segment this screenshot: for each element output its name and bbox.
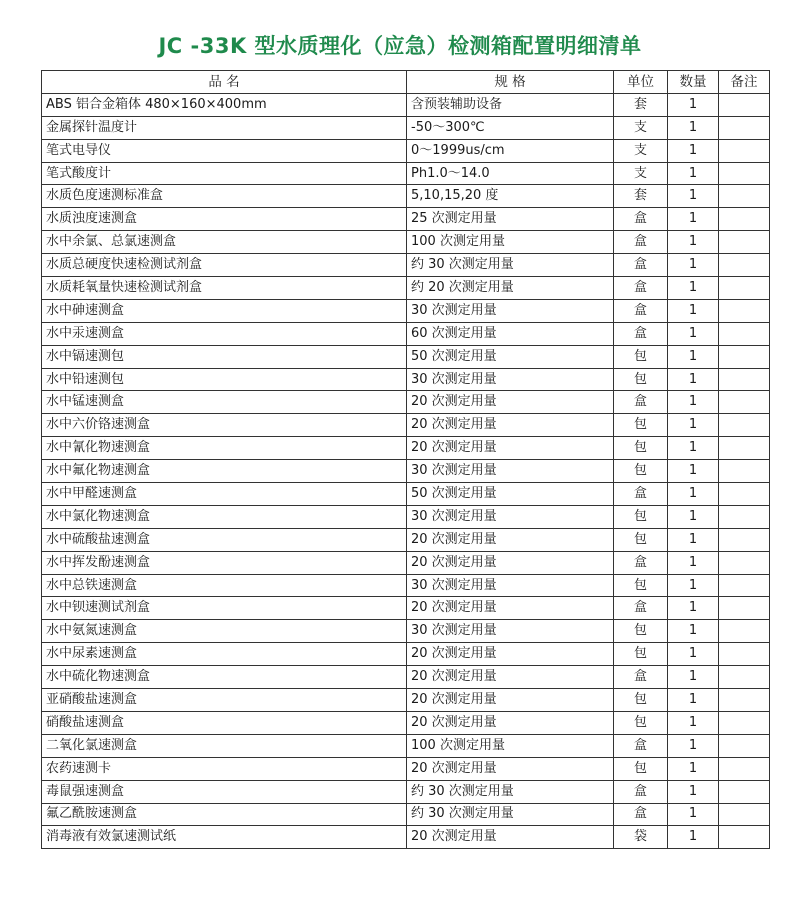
item-spec: 20 次测定用量 <box>407 689 614 712</box>
table-row <box>42 460 770 483</box>
item-name: 水中汞速测盒 <box>42 322 407 345</box>
table-row <box>42 483 770 506</box>
item-note <box>719 162 770 185</box>
item-spec: 30 次测定用量 <box>407 574 614 597</box>
item-note <box>719 116 770 139</box>
item-unit: 包 <box>614 505 668 528</box>
item-qty: 1 <box>668 528 719 551</box>
item-name: 笔式酸度计 <box>42 162 407 185</box>
item-unit: 包 <box>614 345 668 368</box>
table-row <box>42 437 770 460</box>
item-name: 水中六价铬速测盒 <box>42 414 407 437</box>
table-row <box>42 826 770 849</box>
item-spec: 30 次测定用量 <box>407 620 614 643</box>
item-unit: 包 <box>614 368 668 391</box>
item-qty: 1 <box>668 299 719 322</box>
item-note <box>719 505 770 528</box>
item-qty: 1 <box>668 345 719 368</box>
item-name: 水中氨氮速测盒 <box>42 620 407 643</box>
table-row <box>42 757 770 780</box>
item-unit: 包 <box>614 574 668 597</box>
item-spec: 20 次测定用量 <box>407 414 614 437</box>
item-spec: 20 次测定用量 <box>407 551 614 574</box>
item-note <box>719 711 770 734</box>
item-name: 二氧化氯速测盒 <box>42 734 407 757</box>
item-spec: -50～300℃ <box>407 116 614 139</box>
item-qty: 1 <box>668 460 719 483</box>
item-name: 水质色度速测标准盒 <box>42 185 407 208</box>
item-note <box>719 689 770 712</box>
item-qty: 1 <box>668 826 719 849</box>
item-name: 消毒液有效氯速测试纸 <box>42 826 407 849</box>
item-spec: 5,10,15,20 度 <box>407 185 614 208</box>
item-qty: 1 <box>668 803 719 826</box>
item-name: 水中甲醛速测盒 <box>42 483 407 506</box>
item-qty: 1 <box>668 734 719 757</box>
item-unit: 支 <box>614 139 668 162</box>
item-unit: 盒 <box>614 666 668 689</box>
item-qty: 1 <box>668 254 719 277</box>
item-note <box>719 620 770 643</box>
item-qty: 1 <box>668 780 719 803</box>
item-unit: 支 <box>614 116 668 139</box>
item-name: 水中锰速测盒 <box>42 391 407 414</box>
item-spec: Ph1.0～14.0 <box>407 162 614 185</box>
item-name: 笔式电导仪 <box>42 139 407 162</box>
item-spec: 50 次测定用量 <box>407 345 614 368</box>
item-qty: 1 <box>668 689 719 712</box>
item-note <box>719 414 770 437</box>
item-note <box>719 277 770 300</box>
item-unit: 盒 <box>614 231 668 254</box>
item-unit: 盒 <box>614 254 668 277</box>
item-unit: 包 <box>614 643 668 666</box>
item-spec: 约 30 次测定用量 <box>407 803 614 826</box>
item-qty: 1 <box>668 391 719 414</box>
item-qty: 1 <box>668 620 719 643</box>
item-qty: 1 <box>668 368 719 391</box>
item-qty: 1 <box>668 322 719 345</box>
item-qty: 1 <box>668 277 719 300</box>
item-note <box>719 299 770 322</box>
table-row <box>42 345 770 368</box>
item-spec: 20 次测定用量 <box>407 528 614 551</box>
item-unit: 包 <box>614 460 668 483</box>
item-name: 亚硝酸盐速测盒 <box>42 689 407 712</box>
item-note <box>719 528 770 551</box>
item-unit: 盒 <box>614 734 668 757</box>
item-name: 水中硫酸盐速测盒 <box>42 528 407 551</box>
item-name: 水中余氯、总氯速测盒 <box>42 231 407 254</box>
item-unit: 盒 <box>614 597 668 620</box>
item-spec: 含预装辅助设备 <box>407 93 614 116</box>
item-qty: 1 <box>668 711 719 734</box>
item-qty: 1 <box>668 437 719 460</box>
item-qty: 1 <box>668 231 719 254</box>
item-note <box>719 643 770 666</box>
item-note <box>719 93 770 116</box>
table-row <box>42 643 770 666</box>
item-qty: 1 <box>668 414 719 437</box>
item-unit: 包 <box>614 620 668 643</box>
table-row <box>42 666 770 689</box>
item-name: 水中硫化物速测盒 <box>42 666 407 689</box>
item-name: 硝酸盐速测盒 <box>42 711 407 734</box>
item-note <box>719 345 770 368</box>
item-name: 氟乙酰胺速测盒 <box>42 803 407 826</box>
item-qty: 1 <box>668 93 719 116</box>
item-note <box>719 391 770 414</box>
item-spec: 30 次测定用量 <box>407 299 614 322</box>
item-spec: 20 次测定用量 <box>407 643 614 666</box>
table-row <box>42 208 770 231</box>
table-row <box>42 139 770 162</box>
item-name: 农药速测卡 <box>42 757 407 780</box>
item-spec: 50 次测定用量 <box>407 483 614 506</box>
table-row <box>42 414 770 437</box>
item-note <box>719 185 770 208</box>
item-name: 毒鼠强速测盒 <box>42 780 407 803</box>
table-row <box>42 185 770 208</box>
header-unit: 单位 <box>614 71 668 94</box>
item-qty: 1 <box>668 666 719 689</box>
item-note <box>719 734 770 757</box>
item-note <box>719 368 770 391</box>
table-row <box>42 734 770 757</box>
table-row <box>42 689 770 712</box>
item-unit: 盒 <box>614 277 668 300</box>
item-spec: 100 次测定用量 <box>407 734 614 757</box>
table-row <box>42 574 770 597</box>
item-unit: 包 <box>614 414 668 437</box>
item-unit: 盒 <box>614 391 668 414</box>
table-row <box>42 277 770 300</box>
item-unit: 袋 <box>614 826 668 849</box>
item-name: 金属探针温度计 <box>42 116 407 139</box>
item-spec: 100 次测定用量 <box>407 231 614 254</box>
table-row <box>42 780 770 803</box>
item-note <box>719 803 770 826</box>
item-unit: 盒 <box>614 322 668 345</box>
table-row <box>42 299 770 322</box>
header-name: 品 名 <box>42 71 407 94</box>
item-name: 水中氰化物速测盒 <box>42 437 407 460</box>
table-row <box>42 597 770 620</box>
item-note <box>719 231 770 254</box>
item-name: 水质浊度速测盒 <box>42 208 407 231</box>
item-name: 水质耗氧量快速检测试剂盒 <box>42 277 407 300</box>
table-row <box>42 322 770 345</box>
item-unit: 盒 <box>614 299 668 322</box>
table-body <box>42 93 770 848</box>
item-note <box>719 322 770 345</box>
item-qty: 1 <box>668 597 719 620</box>
item-note <box>719 574 770 597</box>
table-row <box>42 368 770 391</box>
item-spec: 30 次测定用量 <box>407 368 614 391</box>
item-name: 水中钡速测试剂盒 <box>42 597 407 620</box>
header-spec: 规 格 <box>407 71 614 94</box>
item-qty: 1 <box>668 757 719 780</box>
item-name: 水中氯化物速测盒 <box>42 505 407 528</box>
item-qty: 1 <box>668 162 719 185</box>
item-unit: 包 <box>614 711 668 734</box>
item-note <box>719 208 770 231</box>
table-header <box>42 71 770 94</box>
item-qty: 1 <box>668 208 719 231</box>
table-row <box>42 162 770 185</box>
item-note <box>719 826 770 849</box>
item-spec: 20 次测定用量 <box>407 597 614 620</box>
item-qty: 1 <box>668 643 719 666</box>
item-note <box>719 597 770 620</box>
item-name: 水中砷速测盒 <box>42 299 407 322</box>
item-unit: 包 <box>614 757 668 780</box>
item-name: 水中总铁速测盒 <box>42 574 407 597</box>
item-spec: 20 次测定用量 <box>407 757 614 780</box>
item-unit: 包 <box>614 689 668 712</box>
item-name: 水中尿素速测盒 <box>42 643 407 666</box>
item-spec: 20 次测定用量 <box>407 391 614 414</box>
item-unit: 套 <box>614 185 668 208</box>
item-name: 水中氟化物速测盒 <box>42 460 407 483</box>
table-row <box>42 803 770 826</box>
item-spec: 20 次测定用量 <box>407 437 614 460</box>
item-spec: 30 次测定用量 <box>407 460 614 483</box>
table-row <box>42 551 770 574</box>
item-unit: 套 <box>614 93 668 116</box>
item-note <box>719 666 770 689</box>
table-row <box>42 93 770 116</box>
item-note <box>719 757 770 780</box>
item-name: 水中镉速测包 <box>42 345 407 368</box>
item-qty: 1 <box>668 185 719 208</box>
page-title: JC -33K 型水质理化（应急）检测箱配置明细清单 <box>158 34 642 58</box>
item-note <box>719 483 770 506</box>
item-spec: 20 次测定用量 <box>407 666 614 689</box>
item-spec: 约 30 次测定用量 <box>407 254 614 277</box>
item-qty: 1 <box>668 551 719 574</box>
item-note <box>719 551 770 574</box>
item-spec: 20 次测定用量 <box>407 826 614 849</box>
table-row <box>42 505 770 528</box>
item-note <box>719 780 770 803</box>
item-name: 水中挥发酚速测盒 <box>42 551 407 574</box>
table-row <box>42 254 770 277</box>
item-note <box>719 460 770 483</box>
table-row <box>42 231 770 254</box>
table-row <box>42 620 770 643</box>
item-name: ABS 铝合金箱体 480×160×400mm <box>42 93 407 116</box>
header-note: 备注 <box>719 71 770 94</box>
item-spec: 30 次测定用量 <box>407 505 614 528</box>
item-name: 水质总硬度快速检测试剂盒 <box>42 254 407 277</box>
item-qty: 1 <box>668 116 719 139</box>
item-qty: 1 <box>668 483 719 506</box>
header-row <box>42 71 770 94</box>
item-spec: 25 次测定用量 <box>407 208 614 231</box>
item-unit: 盒 <box>614 780 668 803</box>
item-spec: 20 次测定用量 <box>407 711 614 734</box>
item-unit: 盒 <box>614 803 668 826</box>
item-unit: 支 <box>614 162 668 185</box>
item-unit: 盒 <box>614 208 668 231</box>
item-spec: 约 30 次测定用量 <box>407 780 614 803</box>
item-unit: 包 <box>614 437 668 460</box>
item-qty: 1 <box>668 139 719 162</box>
table-row <box>42 116 770 139</box>
item-spec: 60 次测定用量 <box>407 322 614 345</box>
item-unit: 盒 <box>614 551 668 574</box>
item-spec: 0～1999us/cm <box>407 139 614 162</box>
item-unit: 盒 <box>614 483 668 506</box>
configuration-table <box>41 70 770 849</box>
item-note <box>719 254 770 277</box>
table-row <box>42 711 770 734</box>
header-qty: 数量 <box>668 71 719 94</box>
item-qty: 1 <box>668 574 719 597</box>
table-row <box>42 528 770 551</box>
item-note <box>719 437 770 460</box>
table-row <box>42 391 770 414</box>
item-qty: 1 <box>668 505 719 528</box>
item-unit: 包 <box>614 528 668 551</box>
item-name: 水中铅速测包 <box>42 368 407 391</box>
item-spec: 约 20 次测定用量 <box>407 277 614 300</box>
item-note <box>719 139 770 162</box>
